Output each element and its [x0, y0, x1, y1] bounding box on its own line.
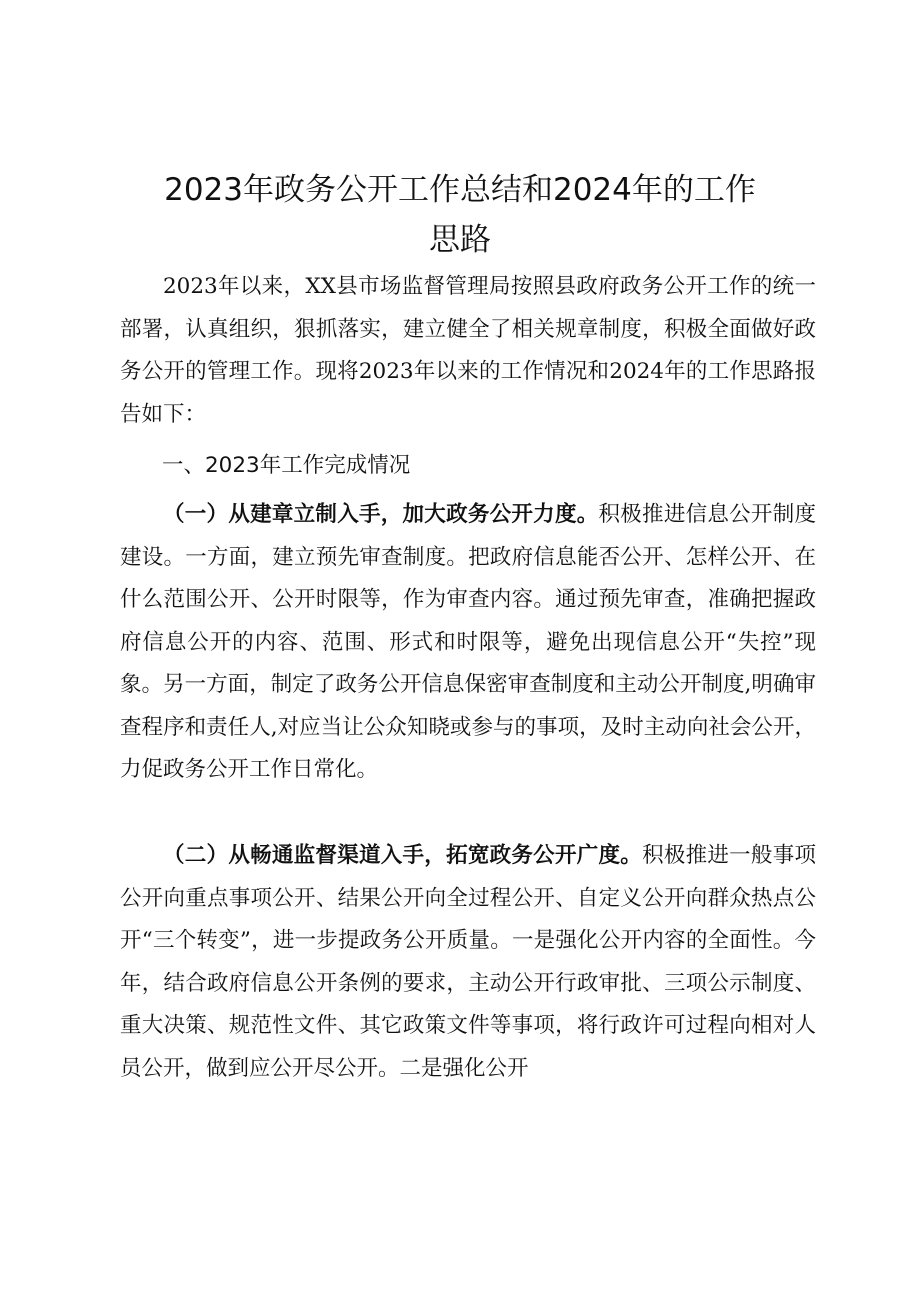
- item-1-body: 积极推进信息公开制度建设。一方面，建立预先审查制度。把政府信息能否公开、怎样公开、在什么范围公开、公开时限等，作为审查内容。通过预先审查，准确把握政府信息公开的内容、范围、形式和时限等，避免出现信息公开“失控”现象。另一方面，制定了政务公开信息保密审查制度和主动公开制度,明确审查程序和责任人,对应当让公众知晓或参与的事项，及时主动向社会公开，力促政务公开工作日常化。: [120, 502, 816, 782]
- item-2-paragraph: [120, 835, 816, 1090]
- item-1-paragraph: [120, 494, 816, 792]
- document-title-line-1: 2023年政务公开工作总结和2024年的工作: [164, 172, 756, 208]
- intro-paragraph: 2023年以来，XX县市场监督管理局按照县政府政务公开工作的统一部署，认真组织，狠抓落实，建立健全了相关规章制度，积极全面做好政务公开的管理工作。现将2023年以来的工作情况和2024年的工作思路报告如下：: [120, 274, 816, 427]
- section-1-heading: 一、2023年工作完成情况: [162, 453, 411, 478]
- item-1-lead: （一）从建章立制入手，加大政务公开力度。: [163, 502, 599, 527]
- item-2-lead: （二）从畅通监督渠道入手，拓宽政务公开广度。: [163, 843, 643, 868]
- item-2-body: 积极推进一般事项公开向重点事项公开、结果公开向全过程公开、自定义公开向群众热点公开“三个转变”，进一步提政务公开质量。一是强化公开内容的全面性。今年，结合政府信息公开条例的要求，主动公开行政审批、三项公示制度、重大决策、规范性文件、其它政策文件等事项，将行政许可过程向相对人员公开，做到应公开尽公开。二是强化公开: [120, 843, 816, 1081]
- document-title-line-2: 思路: [429, 222, 491, 258]
